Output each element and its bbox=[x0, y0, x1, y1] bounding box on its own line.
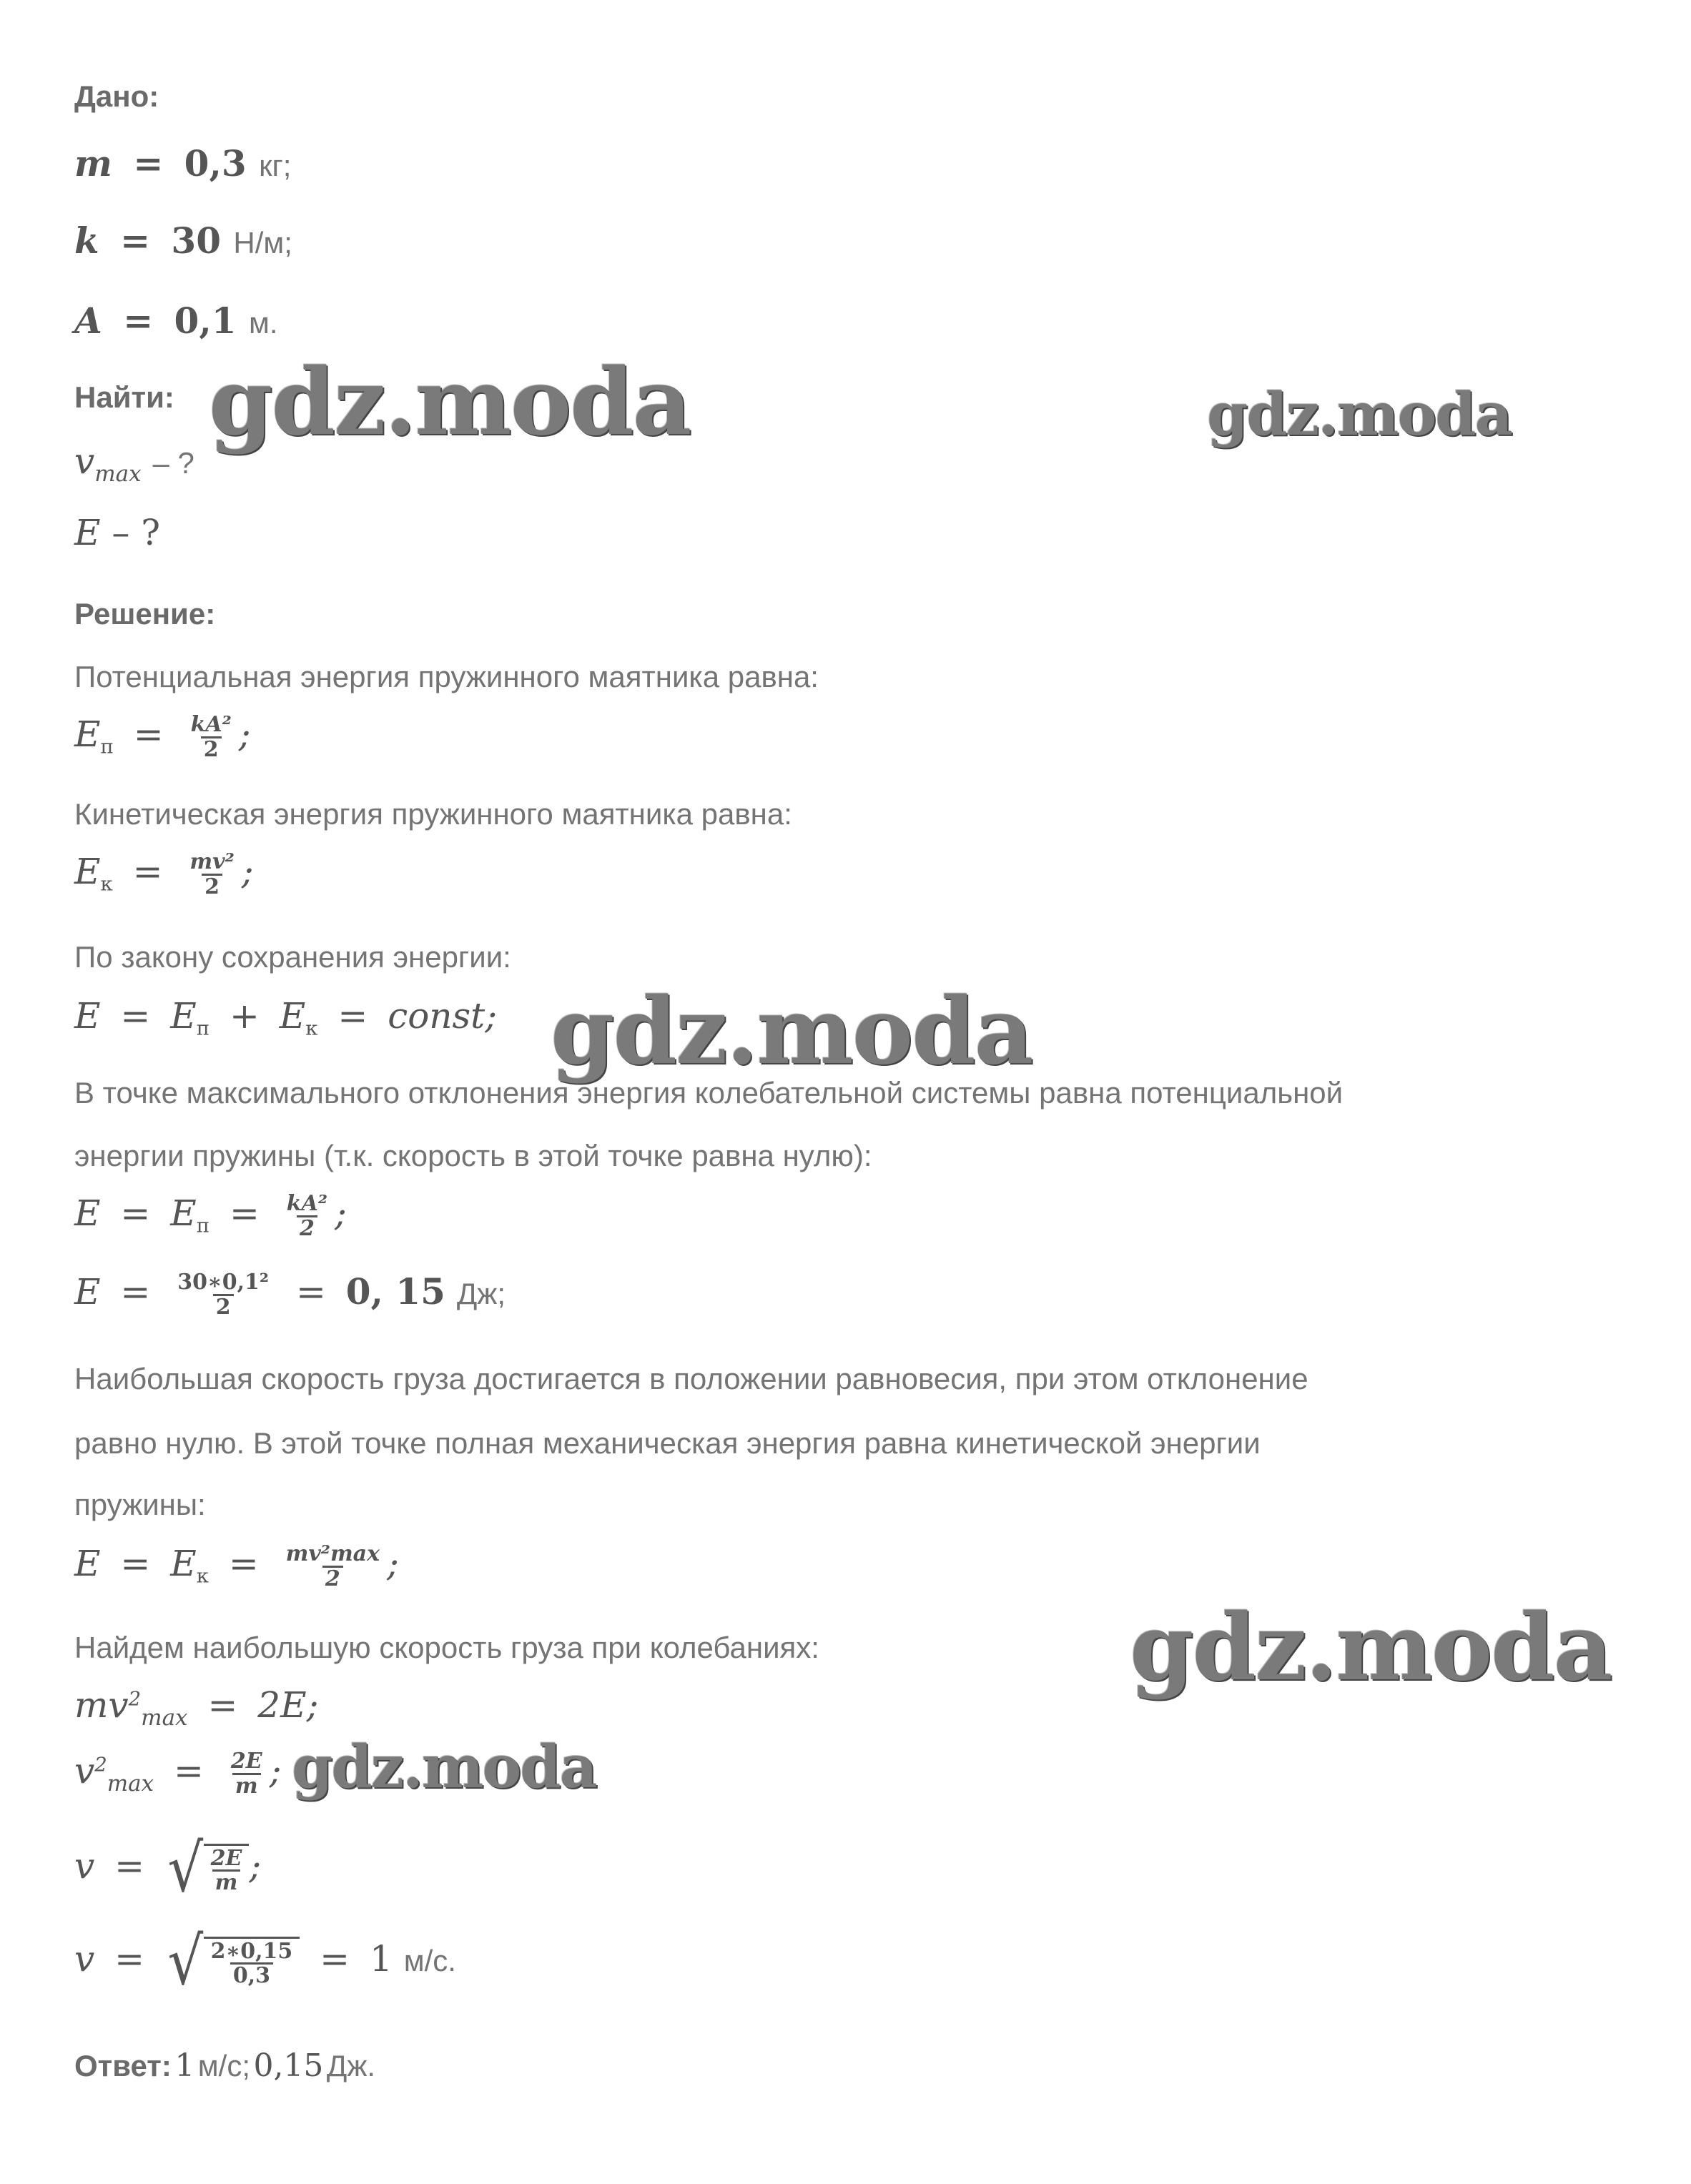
denominator: 2 bbox=[202, 874, 222, 899]
semicolon: ; bbox=[334, 1192, 347, 1234]
energy-symbol: E bbox=[279, 995, 306, 1037]
formula-energy-potential bbox=[74, 1192, 347, 1240]
given-stiffness bbox=[74, 219, 292, 262]
numerator: mv² bbox=[189, 849, 235, 874]
energy-symbol: E bbox=[74, 1192, 101, 1234]
energy-symbol: E bbox=[74, 512, 101, 553]
formula-energy-value bbox=[74, 1271, 506, 1318]
square-root bbox=[164, 1923, 300, 2000]
velocity-symbol: v bbox=[74, 1938, 95, 1980]
text-potential-energy: Потенциальная энергия пружинного маятника равна: bbox=[74, 660, 819, 693]
text-conservation: По закону сохранения энергии: bbox=[74, 940, 511, 974]
text-find-max-speed: Найдем наибольшую скорость груза при колебаниях: bbox=[74, 1631, 819, 1664]
energy-symbol: E bbox=[170, 1192, 197, 1234]
given-heading: Дано: bbox=[74, 79, 159, 113]
energy-symbol: E bbox=[74, 851, 101, 892]
energy-value: 0, 15 bbox=[345, 1270, 445, 1313]
semicolon: ; bbox=[241, 851, 254, 892]
amplitude-symbol: A bbox=[74, 300, 102, 342]
max-subscript: max bbox=[94, 460, 142, 487]
answer-energy: 0,15 bbox=[253, 2047, 324, 2084]
stiffness-unit: Н/м; bbox=[233, 226, 292, 260]
denominator: 0,3 bbox=[230, 1962, 273, 1987]
fraction bbox=[208, 1847, 245, 1894]
watermark: gdz.moda bbox=[551, 978, 1032, 1085]
numerator: 30∗0,1² bbox=[177, 1270, 270, 1295]
equals-sign: = bbox=[132, 851, 163, 892]
subscript: п bbox=[100, 735, 114, 759]
semicolon: ; bbox=[387, 1543, 399, 1584]
text-kinetic-energy: Кинетическая энергия пружинного маятника равна: bbox=[74, 797, 792, 831]
equals-sign: = bbox=[120, 1192, 151, 1234]
equals-sign: = bbox=[207, 1684, 238, 1726]
subscript: к bbox=[100, 872, 113, 896]
amplitude-value: 0,1 bbox=[174, 300, 237, 342]
equals-sign: = bbox=[120, 219, 150, 262]
plus-sign: + bbox=[229, 995, 260, 1037]
semicolon: ; bbox=[249, 1845, 262, 1887]
fraction bbox=[188, 713, 235, 761]
subscript: к bbox=[305, 1017, 318, 1040]
velocity-unit: м/с. bbox=[403, 1944, 456, 1977]
fraction bbox=[208, 1940, 296, 1987]
radicand bbox=[204, 1844, 250, 1894]
energy-symbol: E bbox=[74, 1271, 101, 1313]
denominator: 2 bbox=[201, 736, 222, 761]
stiffness-value: 30 bbox=[171, 219, 221, 262]
equals-sign: = bbox=[114, 1845, 145, 1887]
watermark: gdz.moda bbox=[1207, 380, 1512, 449]
equals-sign: = bbox=[229, 1192, 260, 1234]
equals-sign: = bbox=[133, 142, 164, 184]
superscript: 2 bbox=[94, 1753, 107, 1777]
subscript: п bbox=[196, 1214, 210, 1237]
solution-heading: Решение: bbox=[74, 597, 216, 631]
max-subscript: max bbox=[141, 1704, 188, 1731]
radical-sign: √ bbox=[167, 1923, 204, 2000]
equals-sign: = bbox=[133, 713, 164, 755]
answer-label: Ответ: bbox=[74, 2049, 172, 2082]
denominator: m bbox=[232, 1773, 261, 1798]
amplitude-unit: м. bbox=[248, 306, 278, 340]
equals-sign: = bbox=[120, 1543, 151, 1584]
mass-symbol: m bbox=[74, 1684, 109, 1726]
formula-v-sqrt bbox=[74, 1830, 262, 1907]
subscript: п bbox=[196, 1017, 210, 1040]
numerator: mv²max bbox=[285, 1541, 380, 1566]
find-heading: Найти: bbox=[74, 380, 174, 414]
radical-sign: √ bbox=[167, 1830, 204, 1907]
find-vmax bbox=[74, 440, 194, 487]
equals-sign: = bbox=[120, 1271, 151, 1313]
fraction bbox=[228, 1750, 265, 1797]
energy-symbol: E bbox=[74, 1543, 101, 1584]
max-subscript: max bbox=[107, 1770, 154, 1797]
numerator: 2∗0,15 bbox=[210, 1938, 293, 1964]
equals-sign: = bbox=[320, 1938, 350, 1980]
velocity-symbol: v bbox=[108, 1684, 129, 1726]
numerator: 2E bbox=[210, 1845, 242, 1871]
answer-velocity-unit: м/с; bbox=[197, 2049, 250, 2082]
formula-kinetic-energy bbox=[74, 851, 254, 898]
numerator: 2E bbox=[230, 1749, 262, 1774]
formula-v-value bbox=[74, 1923, 456, 2000]
semicolon: ; bbox=[485, 995, 498, 1037]
radicand bbox=[204, 1937, 300, 1987]
denominator: 2 bbox=[322, 1566, 343, 1591]
energy-symbol: E bbox=[74, 713, 101, 755]
question-mark: – ? bbox=[152, 446, 194, 480]
fraction bbox=[284, 1192, 330, 1240]
superscript: 2 bbox=[128, 1687, 142, 1711]
question-mark: – ? bbox=[112, 512, 161, 553]
rhs: 2E bbox=[257, 1684, 307, 1726]
velocity-symbol: v bbox=[74, 1845, 95, 1887]
text-max-speed-1: Наибольшая скорость груза достигается в положении равновесия, при этом отклонение bbox=[74, 1362, 1308, 1395]
mass-unit: кг; bbox=[259, 149, 292, 182]
fraction bbox=[174, 1271, 272, 1318]
answer-velocity: 1 bbox=[174, 2047, 195, 2084]
semicolon: ; bbox=[238, 713, 251, 755]
square-root bbox=[164, 1830, 249, 1907]
watermark: gdz.moda bbox=[292, 1733, 596, 1802]
subscript: к bbox=[196, 1564, 209, 1588]
formula-conservation bbox=[74, 995, 498, 1040]
stiffness-symbol: k bbox=[74, 219, 99, 262]
answer-energy-unit: Дж. bbox=[326, 2049, 376, 2082]
watermark: gdz.moda bbox=[1130, 1594, 1612, 1701]
numerator: kA² bbox=[190, 712, 232, 737]
given-mass bbox=[74, 142, 292, 184]
numerator: kA² bbox=[286, 1191, 327, 1216]
equals-sign: = bbox=[228, 1543, 259, 1584]
formula-mv2 bbox=[74, 1684, 319, 1731]
semicolon: ; bbox=[269, 1750, 282, 1792]
formula-v2 bbox=[74, 1750, 281, 1797]
energy-symbol: E bbox=[170, 995, 197, 1037]
formula-energy-kinetic bbox=[74, 1543, 399, 1590]
fraction bbox=[283, 1543, 383, 1590]
energy-symbol: E bbox=[74, 995, 101, 1037]
denominator: 2 bbox=[213, 1294, 234, 1319]
watermark: gdz.moda bbox=[209, 349, 691, 456]
given-amplitude bbox=[74, 300, 278, 342]
answer-line bbox=[74, 2047, 376, 2084]
mass-symbol: m bbox=[74, 142, 112, 184]
velocity-symbol: v bbox=[74, 440, 95, 482]
energy-symbol: E bbox=[170, 1543, 197, 1584]
velocity-value: 1 bbox=[369, 1938, 393, 1980]
equals-sign: = bbox=[295, 1271, 326, 1313]
equals-sign: = bbox=[120, 995, 151, 1037]
text-max-deflection-2: энергии пружины (т.к. скорость в этой точке равна нулю): bbox=[74, 1139, 872, 1172]
semicolon: ; bbox=[306, 1684, 319, 1726]
energy-unit: Дж; bbox=[456, 1277, 506, 1310]
mass-value: 0,3 bbox=[184, 142, 247, 184]
equals-sign: = bbox=[174, 1750, 204, 1792]
equals-sign: = bbox=[337, 995, 368, 1037]
fraction bbox=[187, 851, 237, 898]
denominator: m bbox=[212, 1869, 241, 1894]
text-max-speed-2: равно нулю. В этой точке полная механическая энергия равна кинетической энергии bbox=[74, 1426, 1261, 1460]
text-max-deflection-1: В точке максимального отклонения энергия колебательной системы равна потенциальной bbox=[74, 1076, 1344, 1110]
denominator: 2 bbox=[297, 1215, 317, 1240]
equals-sign: = bbox=[114, 1938, 145, 1980]
velocity-symbol: v bbox=[74, 1750, 95, 1792]
const-word: const bbox=[388, 995, 485, 1037]
equals-sign: = bbox=[123, 300, 154, 342]
find-energy bbox=[74, 512, 161, 553]
formula-potential-energy bbox=[74, 713, 251, 761]
text-max-speed-3: пружины: bbox=[74, 1488, 206, 1521]
